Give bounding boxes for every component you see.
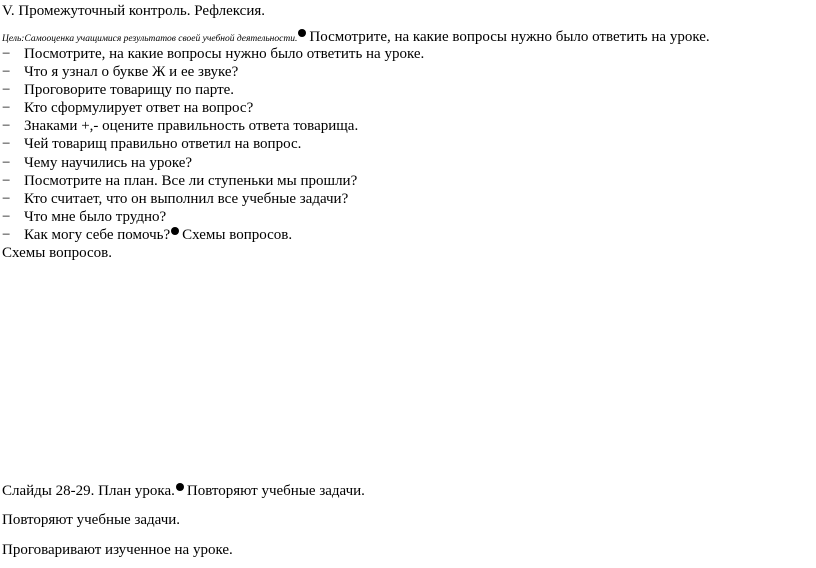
slides-bullet-text: Повторяют учебные задачи. xyxy=(186,483,365,499)
pronounce-line xyxy=(2,541,233,559)
list-item xyxy=(2,45,424,63)
bullet-icon xyxy=(171,227,179,235)
list-item xyxy=(2,172,424,190)
list-item xyxy=(2,190,424,208)
dash-icon: − xyxy=(2,82,11,99)
list-item xyxy=(2,135,424,153)
dash-icon: − xyxy=(2,208,11,225)
dash-icon: − xyxy=(2,226,11,243)
list-item-text: Чей товарищ правильно ответил на вопрос. xyxy=(24,136,302,153)
goal-text: Самооценка учащимися результатов своей учебной деятельности. xyxy=(24,34,298,44)
list-item xyxy=(2,99,424,117)
section-heading xyxy=(2,2,265,20)
repeat-line xyxy=(2,511,180,529)
list-item-text: Что я узнал о букве Ж и ее звуке? xyxy=(24,64,239,81)
list-item xyxy=(2,226,424,244)
bullet-icon xyxy=(298,29,306,37)
dash-icon: − xyxy=(2,100,11,117)
list-item-text: Знаками +,- оцените правильность ответа товарища. xyxy=(24,118,359,135)
section-heading-text: V. Промежуточный контроль. Рефлексия. xyxy=(2,3,265,19)
dash-icon: − xyxy=(2,172,11,189)
goal-label: Цель: xyxy=(2,34,25,44)
list-item xyxy=(2,117,424,135)
schemes-text: Схемы вопросов. xyxy=(2,245,112,261)
list-item-text: Посмотрите на план. Все ли ступеньки мы прошли? xyxy=(24,172,358,189)
list-last-bullet-text: Схемы вопросов. xyxy=(182,226,293,243)
dash-icon: − xyxy=(2,64,11,81)
schemes-line xyxy=(2,244,112,262)
list-item xyxy=(2,81,424,99)
dash-icon: − xyxy=(2,46,11,62)
goal-bullet-text: Посмотрите, на какие вопросы нужно было ответить на уроке. xyxy=(309,29,710,45)
list-item xyxy=(2,63,424,81)
dash-icon: − xyxy=(2,118,11,135)
list-item xyxy=(2,154,424,172)
list-item-text: Посмотрите, на какие вопросы нужно было ответить на уроке. xyxy=(24,46,425,62)
list-item xyxy=(2,208,424,226)
repeat-text: Повторяют учебные задачи. xyxy=(2,512,181,528)
question-list xyxy=(2,45,424,244)
list-item-text: Кто сформулирует ответ на вопрос? xyxy=(24,100,254,117)
list-item-text: Что мне было трудно? xyxy=(24,208,167,225)
slides-text: Слайды 28-29. План урока. xyxy=(2,483,175,499)
pronounce-text: Проговаривают изученное на уроке. xyxy=(2,542,233,558)
list-item-text: Проговорите товарищу по парте. xyxy=(24,82,235,99)
list-item-text: Чему научились на уроке? xyxy=(24,154,193,171)
list-item-text: Как могу себе помочь? xyxy=(24,226,171,243)
bullet-icon xyxy=(176,483,184,491)
dash-icon: − xyxy=(2,136,11,153)
dash-icon: − xyxy=(2,154,11,171)
slides-line xyxy=(2,482,365,500)
list-item-text: Кто считает, что он выполнил все учебные задачи? xyxy=(24,190,349,207)
dash-icon: − xyxy=(2,190,11,207)
